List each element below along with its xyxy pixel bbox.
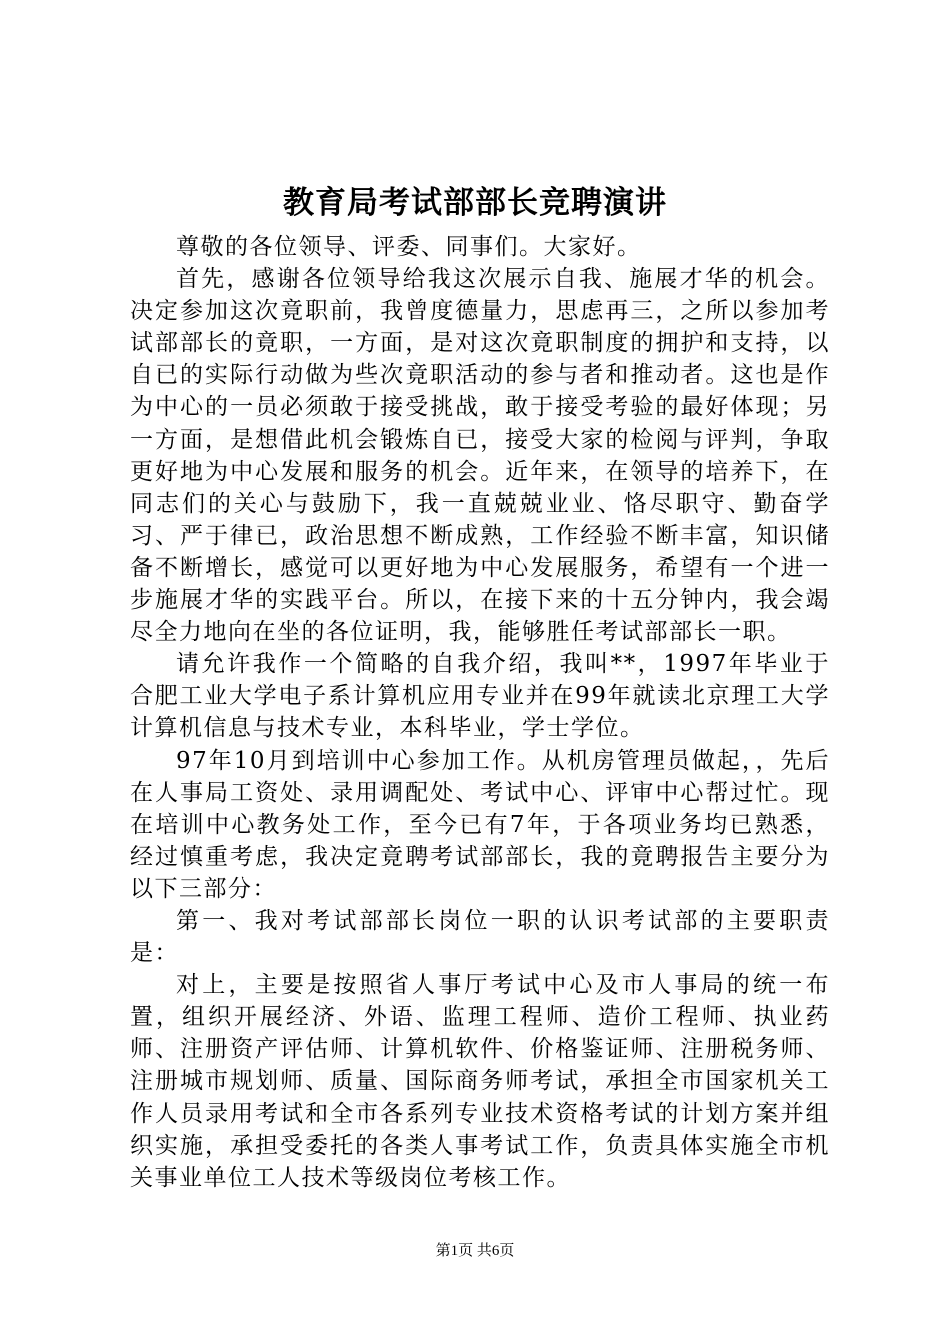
paragraph-section-one: 第一、我对考试部部长岗位一职的认识考试部的主要职责是： (130, 907, 830, 967)
page-number-footer: 第1页 共6页 (435, 1243, 515, 1259)
paragraph-self-introduction: 请允许我作一个简略的自我介绍，我叫**，1997年毕业于合肥工业大学电子系计算机应用专业并在99年就读北京理工大学计算机信息与技术专业，本科毕业，学士学位。 (130, 651, 830, 742)
paragraph-intro: 首先，感谢各位领导给我这次展示自我、施展才华的机会。决定参加这次竟职前，我曾度德量力，思虑再三，之所以参加考试部部长的竟职，一方面，是对这次竟职制度的拥护和支持，以自已的实际行动做为些次竟职活动的参与者和推动者。这也是作为中心的一员必须敢于接受挑战，敢于接受考验的最好体现；另一方面，是想借此机会锻炼自已，接受大家的检阅与评判，争取更好地为中心发展和服务的机会。近年来，在领导的培养下，在同志们的关心与鼓励下，我一直兢兢业业、恪尽职守、勤奋学习、严于律已，政治思想不断成熟，工作经验不断丰富，知识储备不断增长，感觉可以更好地为中心发展服务，希望有一个进一步施展才华的实践平台。所以，在接下来的十五分钟内，我会竭尽全力地向在坐的各位证明，我，能够胜任考试部部长一职。 (130, 266, 830, 646)
paragraph-work-history: 97年10月到培训中心参加工作。从机房管理员做起，，先后在人事局工资处、录用调配处、考试中心、评审中心帮过忙。现在培训中心教务处工作，至今已有7年，于各项业务均已熟悉，经过慎重考虑，我决定竟聘考试部部长，我的竟聘报告主要分为以下三部分： (130, 747, 830, 902)
paragraph-greeting: 尊敬的各位领导、评委、同事们。大家好。 (176, 234, 642, 260)
paragraph-duties: 对上，主要是按照省人事厅考试中心及市人事局的统一布置，组织开展经济、外语、监理工程师、造价工程师、执业药师、注册资产评估师、计算机软件、价格鉴证师、注册税务师、注册城市规划师、质量、国际商务师考试，承担全市国家机关工作人员录用考试和全市各系列专业技术资格考试的计划方案并组织实施，承担受委托的各类人事考试工作，负责具体实施全市机关事业单位工人技术等级岗位考核工作。 (130, 972, 830, 1191)
document-title: 教育局考试部部长竞聘演讲 (283, 185, 667, 221)
document-body (130, 231, 830, 1194)
